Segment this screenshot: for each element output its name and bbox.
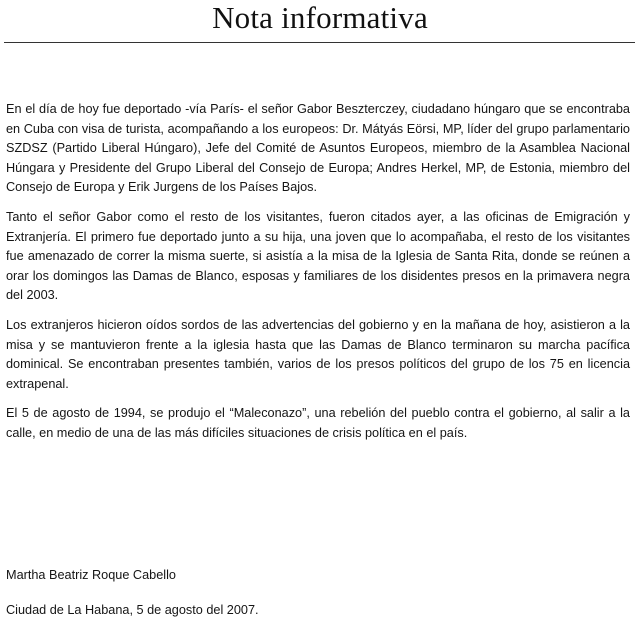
paragraph-deportation: En el día de hoy fue deportado -vía París- el señor Gabor Beszterczey, ciudadano húngaro que se encontraba en Cuba con visa de turista, acompañando a los europeos: Dr. Mátyás Eörsi, MP, líder del grupo parlamentario SZDSZ (Partido Liberal Húngaro), Jefe del Comité de Asuntos Europeos, miembro de la Asamblea Nacional Húngara y Presidente del Grupo Liberal del Consejo de Europa; Andres Herkel, MP, de Estonia, miembro del Consejo de Europa y Erik Jurgens de los Países Bajos. <box>6 102 630 195</box>
document-title: Nota informativa <box>212 0 428 35</box>
paragraph-mass: Los extranjeros hicieron oídos sordos de las advertencias del gobierno y en la mañana de hoy, asistieron a la misa y se mantuvieron frente a la iglesia hasta que las Damas de Blanco terminaron su marcha pacífica dominical. Se encontraban presentes también, varios de los presos políticos del grupo de los 75 en licencia extrapenal. <box>6 317 630 391</box>
signature-name: Martha Beatriz Roque Cabello <box>6 568 176 582</box>
place-and-date: Ciudad de La Habana, 5 de agosto del 2007. <box>6 603 259 617</box>
document-body <box>6 100 630 454</box>
title-divider <box>4 42 635 43</box>
paragraph-maleconazo: El 5 de agosto de 1994, se produjo el “Maleconazo”, una rebelión del pueblo contra el gobierno, al salir a la calle, en medio de una de las más difíciles situaciones de crisis política en el país. <box>6 406 630 440</box>
paragraph-summons: Tanto el señor Gabor como el resto de los visitantes, fueron citados ayer, a las oficinas de Emigración y Extranjería. El primero fue deportado junto a su hija, una joven que lo acompañaba, el resto de los visitantes fue amenazado de correr la misma suerte, si asistía a la misa de la Iglesia de Santa Rita, donde se reúnen a orar los domingos las Damas de Blanco, esposas y familiares de los disidentes presos en la primavera negra del 2003. <box>6 209 630 303</box>
